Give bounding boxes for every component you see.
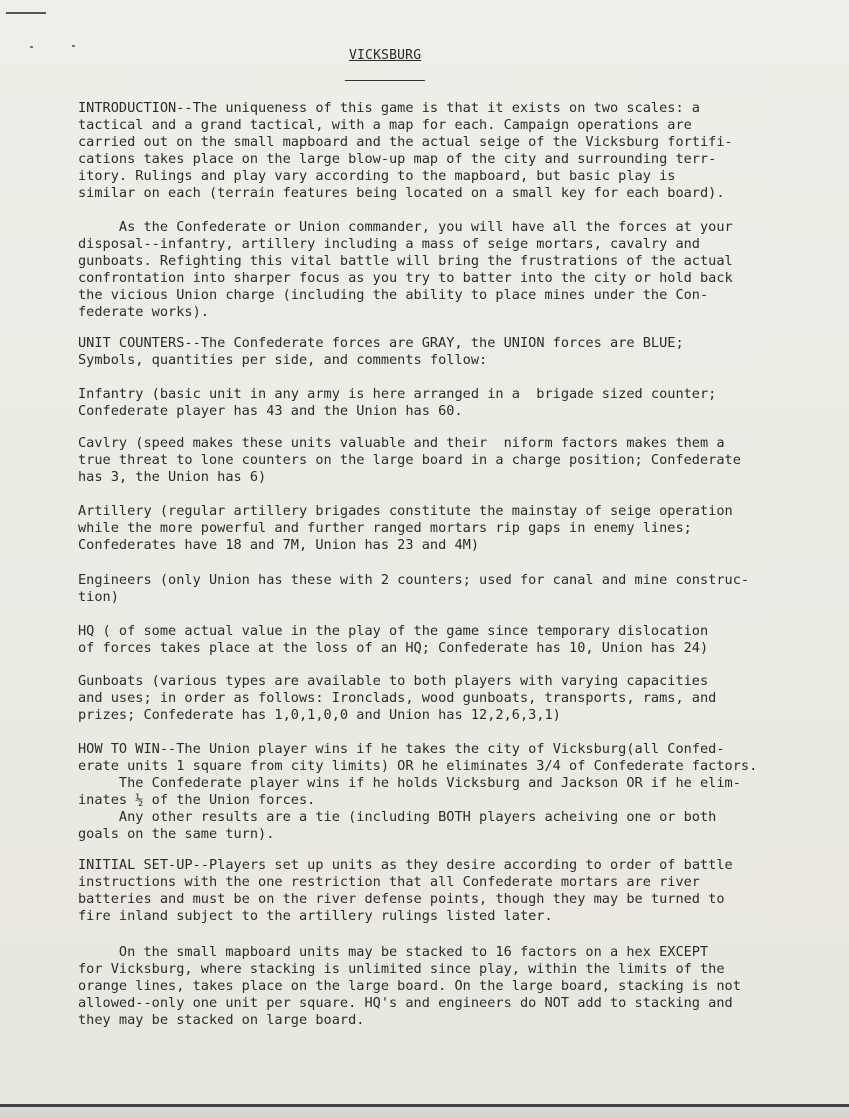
title-underline bbox=[345, 80, 425, 81]
section-label: INTRODUCTION-- bbox=[78, 100, 193, 116]
paragraph-text: Infantry (basic unit in any army is here arranged in a brigade sized counter; Confederate player has 43 and the Union has 60. bbox=[78, 386, 717, 419]
paragraph-text: Artillery (regular artillery brigades constitute the mainstay of seige operation while the more powerful and further ranged mortars rip gaps in enemy lines; Confederates have 18 and 7M, Union has 23 and 4M) bbox=[78, 503, 733, 553]
paragraph-engineers bbox=[78, 572, 768, 606]
speck bbox=[72, 45, 75, 47]
paragraph-hq bbox=[78, 623, 768, 657]
section-label: INITIAL SET-UP-- bbox=[78, 857, 209, 873]
paragraph-introduction bbox=[78, 100, 768, 202]
speck bbox=[30, 46, 33, 48]
paragraph-stacking bbox=[78, 944, 768, 1029]
paragraph-text: Gunboats (various types are available to both players with varying capacities and uses; in order as follows: Ironclads, wood gunboats, transports, rams, and prizes; Confederate has 1,0,1,0,0 and Union has 12,2,6,3,1) bbox=[78, 673, 717, 723]
paragraph-commander bbox=[78, 219, 768, 321]
paragraph-text: The uniqueness of this game is that it exists on two scales: a tactical and a grand tactical, with a map for each. Campaign operations are carried out on the small mapboard and the actual seige of the Vicksburg fortifi- cations takes place on the large blow-up map of the city and surrounding terr- itory. Rulings and play vary according to the mapboard, but basic play is similar on each (terrain features being located on a small key for each board). bbox=[78, 100, 733, 201]
paragraph-infantry bbox=[78, 386, 768, 420]
paragraph-text: Cavlry (speed makes these units valuable and their niform factors makes them a true threat to lone counters on the large board in a charge position; Confederate has 3, the Union has 6) bbox=[78, 435, 741, 485]
section-label: HOW TO WIN-- bbox=[78, 741, 177, 757]
section-label: UNIT COUNTERS-- bbox=[78, 335, 201, 351]
paragraph-text: The Confederate forces are GRAY, the UNION forces are BLUE; Symbols, quantities per side, and comments follow: bbox=[78, 335, 684, 368]
bottom-edge-shadow bbox=[0, 1107, 849, 1117]
paragraph-text: As the Confederate or Union commander, you will have all the forces at your disposal--infantry, artillery including a mass of seige mortars, cavalry and gunboats. Refighting this vital battle will bring the frustrations of the actual confrontation into sharper focus as you try to batter into the city or hold back the vicious Union charge (including the ability to place mines under the Con- federate works). bbox=[78, 219, 733, 320]
paragraph-artillery bbox=[78, 503, 768, 554]
paragraph-text: Players set up units as they desire according to order of battle instructions with the one restriction that all Confederate mortars are river batteries and must be on the river defense points, though they may be turned to fire inland subject to the artillery rulings listed later. bbox=[78, 857, 733, 924]
paragraph-text: Engineers (only Union has these with 2 counters; used for canal and mine construc- tion) bbox=[78, 572, 750, 605]
paragraph-text: HQ ( of some actual value in the play of the game since temporary dislocation of forces takes place at the loss of an HQ; Confederate has 10, Union has 24) bbox=[78, 623, 709, 656]
paragraph-cavalry bbox=[78, 435, 768, 486]
paragraph-text: On the small mapboard units may be stacked to 16 factors on a hex EXCEPT for Vicksburg, where stacking is unlimited since play, within the limits of the orange lines, takes place on the large board. On the large board, stacking is not allowed--only one unit per square. HQ's and engineers do NOT add to stacking and they may be stacked on large board. bbox=[78, 944, 741, 1028]
top-left-mark bbox=[6, 12, 46, 14]
paragraph-gunboats bbox=[78, 673, 768, 724]
paragraph-initial-setup bbox=[78, 857, 768, 925]
paragraph-text: The Union player wins if he takes the city of Vicksburg(all Confed- erate units 1 square from city limits) OR he eliminates 3/4 of Confederate factors. The Confederate player wins if he holds Vicksburg and Jackson OR if he elim- inates ½ of the Union forces. Any other results are a tie (including BOTH players acheiving one or both goals on the same turn). bbox=[78, 741, 758, 842]
document-title: VICKSBURG bbox=[349, 48, 422, 63]
paragraph-unit-counters bbox=[78, 335, 768, 369]
paragraph-how-to-win bbox=[78, 741, 768, 843]
